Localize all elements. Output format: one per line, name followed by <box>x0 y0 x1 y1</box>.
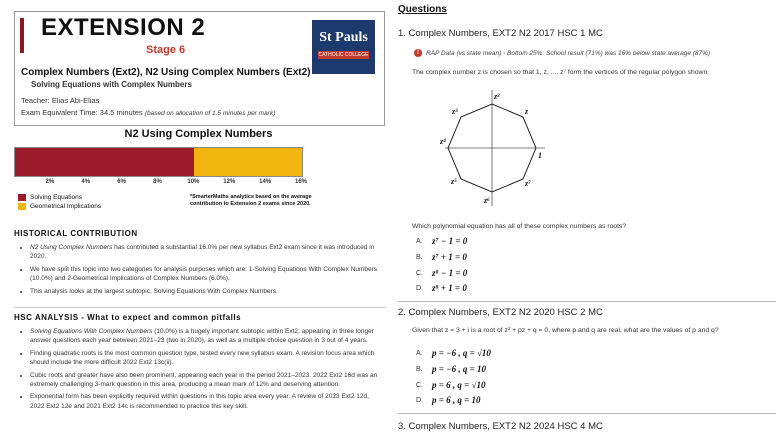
answer-option-b[interactable]: B. z⁷ + 1 = 0 <box>416 252 467 262</box>
legend-label: Solving Equations <box>30 194 83 201</box>
header-card <box>14 11 385 126</box>
list-item: • Exponential form has been explicitly required within questions in this topic area every year. A review of 2023 Ext2 12d, 2022 Ext2 12e and 2021 Ext2 14c is recommended to practice this key skill. <box>30 392 384 411</box>
list-item: • N2 Using Complex Numbers has contributed a substantial 16.0% per new syllabus Ext2 exam since it was introduced in 2020. <box>30 243 384 262</box>
list-item: • We have split this topic into two categories for analysis purposes which are: 1-Solving Equations With Complex Numbers (10.0%) and 2-Geometrical Implications of Complex Numbers (6.0%). <box>30 265 384 284</box>
question-1-prompt: Which polynomial equation has all of these complex numbers as roots? <box>412 223 627 230</box>
question-divider <box>398 301 776 302</box>
chart-x-ticks <box>14 179 314 189</box>
answer-option-a[interactable]: A. z⁷ − 1 = 0 <box>416 236 468 246</box>
page-title: EXTENSION 2 <box>41 14 206 41</box>
contribution-bar-chart <box>14 147 303 177</box>
vertex-label-z6: z⁶ <box>484 196 490 205</box>
legend-label: Geometrical Implications <box>30 203 102 210</box>
topic-subtitle: Complex Numbers (Ext2), N2 Using Complex Numbers (Ext2) <box>21 67 311 78</box>
analysis-list <box>16 327 384 414</box>
x-tick-label: 14% <box>259 179 272 185</box>
exam-time-note: (based on allocation of 1.5 minutes per mark) <box>144 110 276 117</box>
chart-footnote: *SmarterMaths analytics based on the average contribution to Extension 2 exams since 2020. <box>190 194 312 207</box>
question-1-title: 1. Complex Numbers, EXT2 N2 2017 HSC 1 MC <box>398 28 603 39</box>
answer-option-c[interactable]: C. z⁸ − 1 = 0 <box>416 268 468 278</box>
legend-swatch <box>18 203 26 210</box>
x-tick-label: 8% <box>153 179 162 185</box>
legend-swatch <box>18 194 26 201</box>
list-item: • Cubic roots and greater have also been prominent, appearing each year in the period 2021–2023. 2022 Ext2 16d was an extremely challenging 3-mark question in this area, producing a mean mark of 12% and deserving attention. <box>30 371 384 390</box>
answer-option-b[interactable]: B. p = −6 , q = 10 <box>416 364 486 374</box>
octagon-diagram <box>440 88 550 208</box>
logo-subtext: CATHOLIC COLLEGE <box>318 52 369 58</box>
analysis-heading: HSC ANALYSIS - What to expect and common pitfalls <box>14 313 242 322</box>
question-2-stem: Given that z = 3 + i is a root of z² + pz + q = 0, where p and q are real, what are the values of p and q? <box>412 327 719 334</box>
subtopic-title: Solving Equations with Complex Numbers <box>31 80 192 89</box>
x-tick-label: 10% <box>187 179 200 185</box>
accent-bar <box>20 18 24 53</box>
vertex-label-z: z <box>525 107 529 116</box>
x-tick-label: 2% <box>45 179 55 185</box>
x-tick-label: 12% <box>223 179 236 185</box>
left-column <box>0 0 388 441</box>
vertex-label-1: 1 <box>538 151 542 160</box>
list-item: • Solving Equations With Complex Numbers (10.0%) is a hugely important subtopic within Ext2, appearing in three longer answer questions each year between 2021–23 (two in 2020), as well as a multiple choice question in 3 out of 4 years. <box>30 327 384 346</box>
bar-solving-equations <box>15 148 194 176</box>
teacher-name: Teacher: Elias Abi-Elias <box>21 96 100 105</box>
x-tick-label: 6% <box>117 179 126 185</box>
historical-list <box>16 243 384 299</box>
question-1-stem: The complex number z is chosen so that 1, z, ..., z⁷ form the vertices of the regular polygon shown. <box>412 69 710 76</box>
rap-text: RAP Data (vs state mean) - Bottom 25%: School result (71%) was 16% below state average (87%) <box>426 49 711 57</box>
stage-label: Stage 6 <box>146 44 186 56</box>
exam-time <box>21 108 275 117</box>
bar-geometrical-implications <box>194 148 302 176</box>
school-logo <box>312 20 375 74</box>
x-tick-label: 4% <box>81 179 91 185</box>
answer-option-a[interactable]: A. p = −6 , q = √10 <box>416 348 491 358</box>
alert-icon: ! <box>414 49 422 57</box>
historical-heading: HISTORICAL CONTRIBUTION <box>14 229 138 238</box>
vertex-label-z4: z⁴ <box>440 137 446 146</box>
question-2-title: 2. Complex Numbers, EXT2 N2 2020 HSC 2 MC <box>398 307 603 318</box>
rap-data-note <box>414 49 710 57</box>
questions-heading: Questions <box>398 4 447 15</box>
question-divider <box>398 413 776 414</box>
vertex-label-z2: z² <box>494 92 500 101</box>
legend-item <box>18 202 101 211</box>
answer-option-d[interactable]: D. z⁸ + 1 = 0 <box>416 283 467 293</box>
vertex-label-z7: z⁷ <box>525 179 531 188</box>
section-divider <box>14 307 386 308</box>
legend-item <box>18 193 101 202</box>
answer-option-d[interactable]: D. p = 6 , q = 10 <box>416 395 481 405</box>
exam-time-text: Exam Equivalent Time: 34.5 minutes <box>21 108 143 117</box>
answer-option-c[interactable]: C. p = 6 , q = √10 <box>416 380 486 390</box>
vertex-label-z3: z³ <box>452 107 458 116</box>
chart-title: N2 Using Complex Numbers <box>124 128 273 140</box>
x-tick-label: 16% <box>294 179 308 185</box>
list-item: • Finding quadratic roots is the most common question type, tested every new syllabus exam. A revision focus area which should include the more difficult 2022 Ext2 13c(ii). <box>30 349 384 368</box>
vertex-label-z5: z⁵ <box>451 177 457 186</box>
question-3-title: 3. Complex Numbers, EXT2 N2 2024 HSC 4 MC <box>398 421 603 432</box>
logo-text: St Pauls <box>319 30 368 45</box>
list-item: • This analysis looks at the largest subtopic, Solving Equations With Complex Numbers. <box>30 287 384 296</box>
chart-legend <box>18 193 101 211</box>
